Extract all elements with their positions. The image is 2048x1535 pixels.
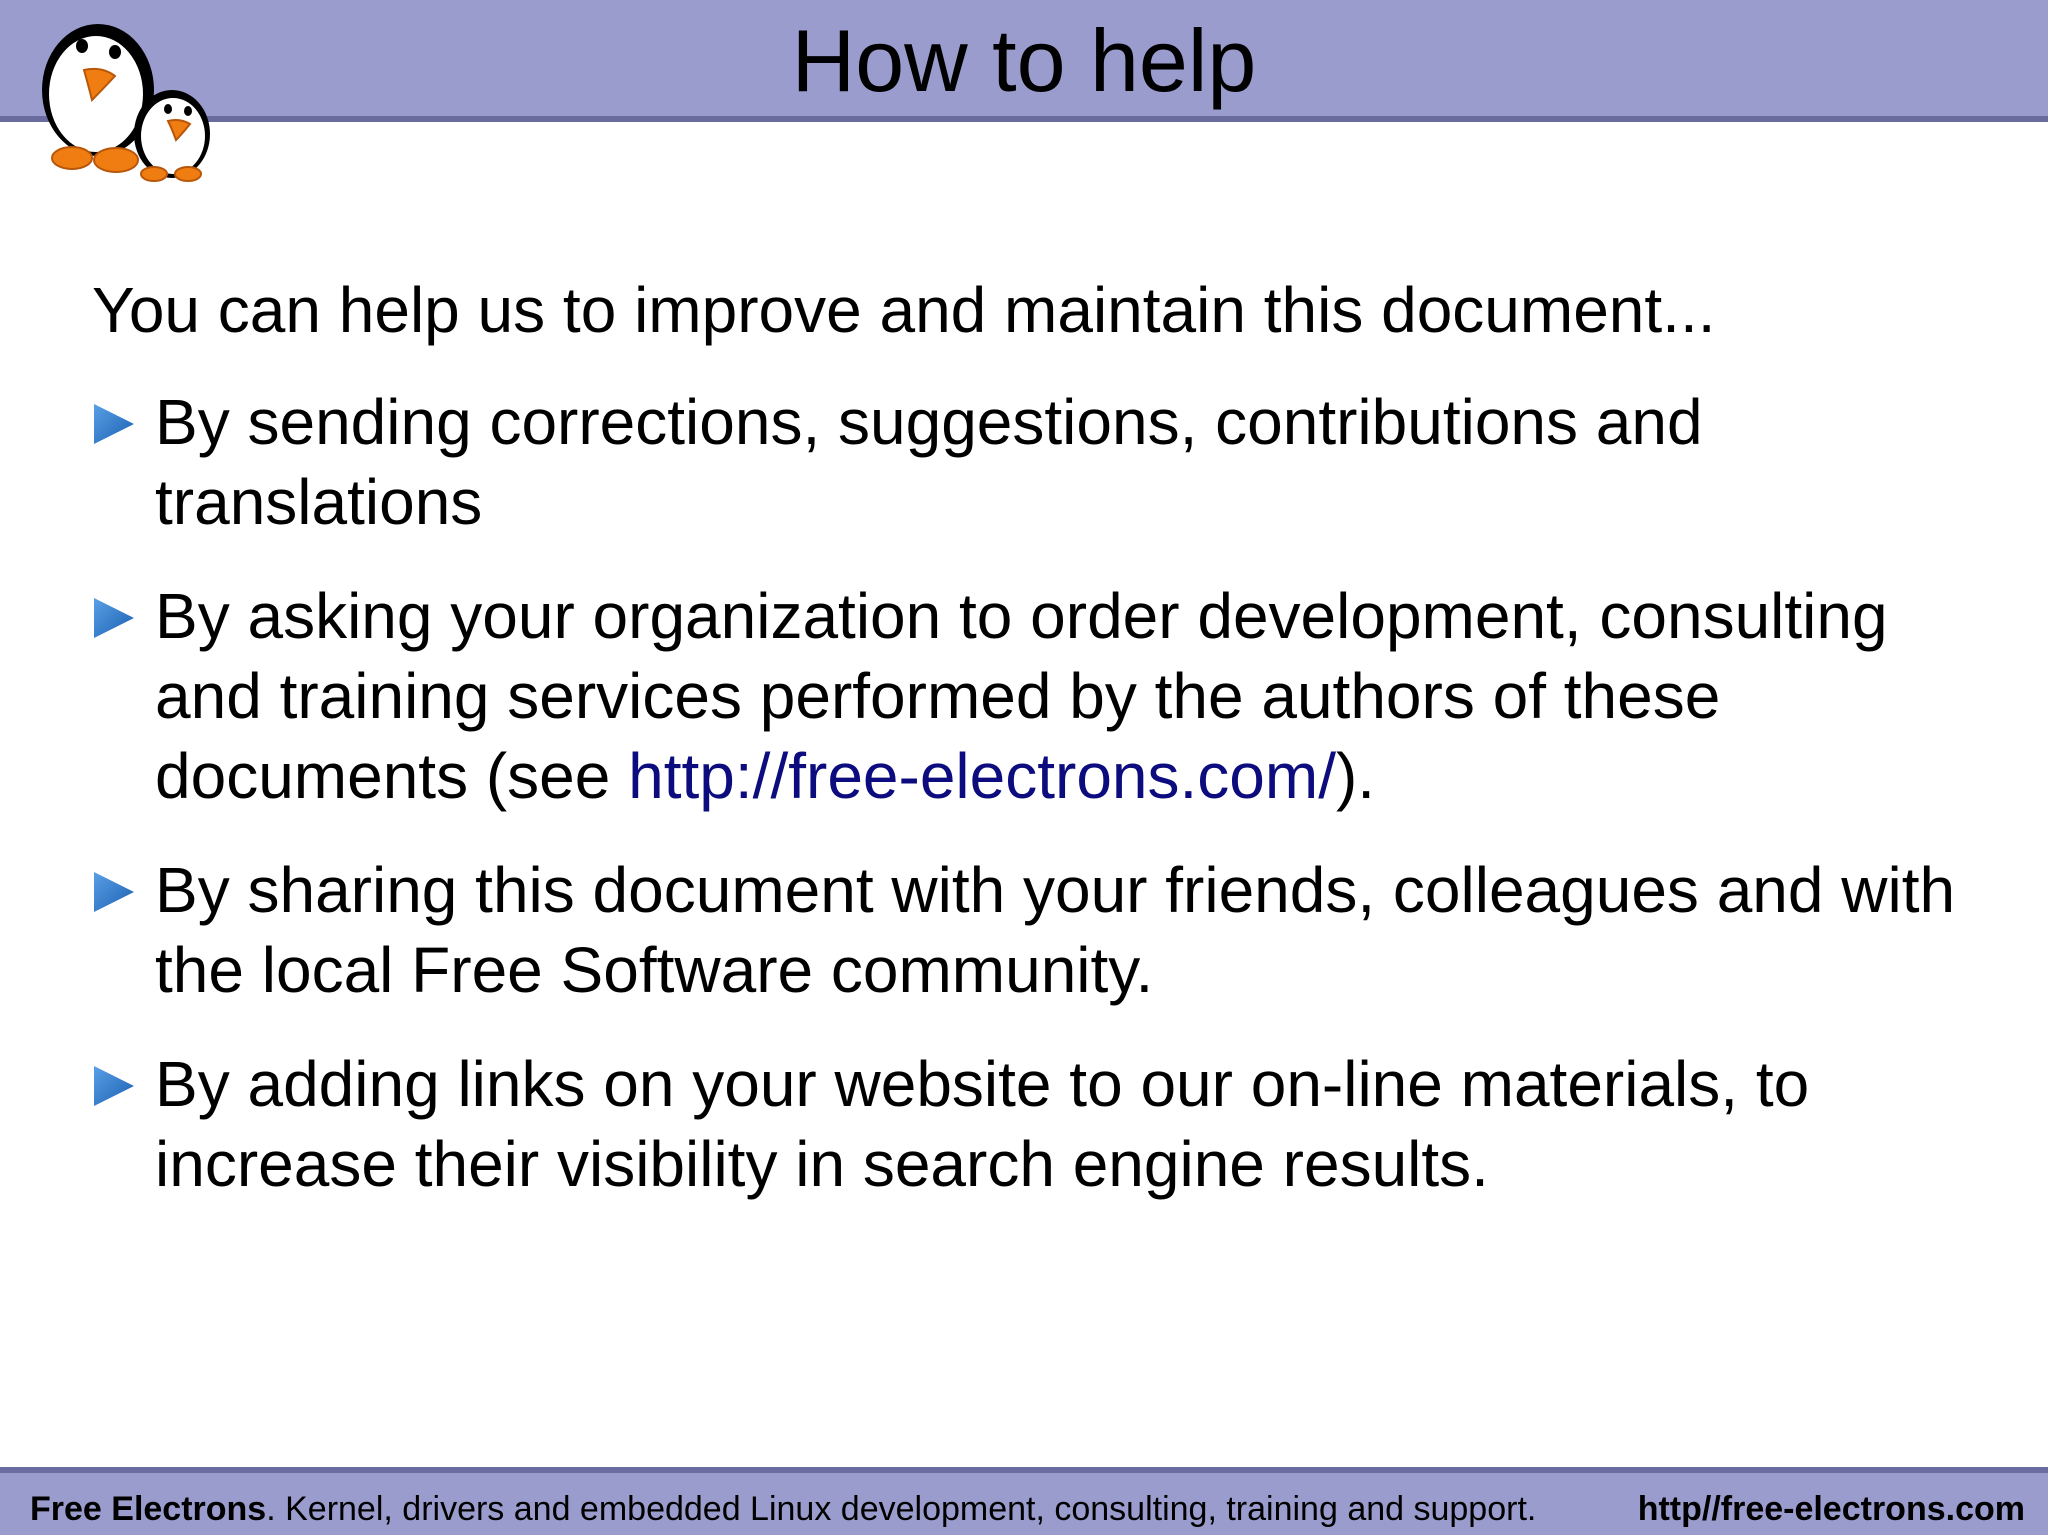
blue-triangle-bullet-icon <box>92 596 136 640</box>
free-electrons-link[interactable]: http://free-electrons.com/ <box>628 740 1336 812</box>
small-penguin <box>134 90 210 181</box>
footer-tagline: . Kernel, drivers and embedded Linux development, consulting, training and support. <box>266 1490 1537 1528</box>
slide-footer <box>0 1467 2048 1535</box>
slide-content <box>92 270 1992 1238</box>
slide-title: How to help <box>791 11 1257 110</box>
bullet-text-after-link: ). <box>1335 740 1376 812</box>
footer-company: Free Electrons <box>30 1490 267 1528</box>
footer-text <box>30 1487 2025 1531</box>
footer-description <box>30 1487 1536 1531</box>
bullet-text: By adding links on your website to our on-line materials, to increase their visibility in search engine results. <box>155 1048 1810 1200</box>
bullet-item-sharing <box>92 850 1992 1010</box>
blue-triangle-bullet-icon <box>92 1064 136 1108</box>
bullet-item-links <box>92 1044 1992 1204</box>
bullet-item-corrections <box>92 382 1992 542</box>
bullet-list <box>92 382 1992 1204</box>
blue-triangle-bullet-icon <box>92 870 136 914</box>
bullet-text-before-link: By asking your organization to order development, consulting and training services performed by the authors of these documents (see <box>155 580 1888 812</box>
bullet-text: By sending corrections, suggestions, contributions and translations <box>155 386 1703 538</box>
blue-triangle-bullet-icon <box>92 402 136 446</box>
slide-header <box>0 0 2048 122</box>
footer-url[interactable]: http//free-electrons.com <box>1637 1490 2025 1528</box>
bullet-item-services <box>92 576 1992 816</box>
intro-text: You can help us to improve and maintain this document... <box>92 274 1716 346</box>
bullet-text: By sharing this document with your friends, colleagues and with the local Free Software community. <box>155 854 1956 1006</box>
penguins-logo-icon <box>20 8 220 183</box>
